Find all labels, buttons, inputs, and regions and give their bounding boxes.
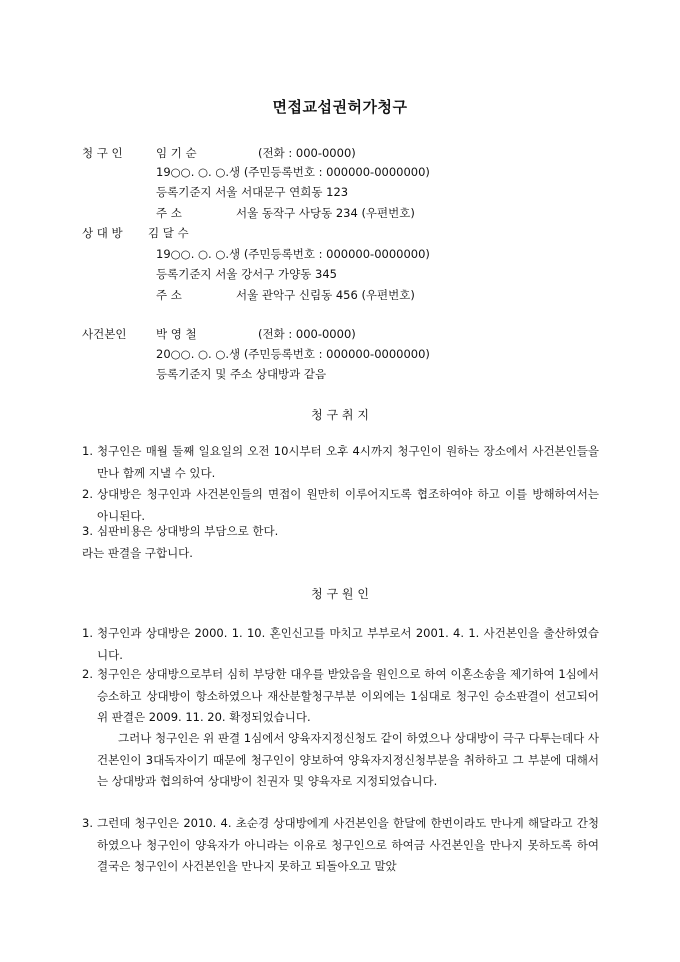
subject-phone: (전화 : 000-0000) — [258, 327, 356, 341]
purpose-item-2-number: 2. — [82, 487, 93, 501]
claim-purpose-heading: 청 구 취 지 — [311, 408, 369, 422]
cause-item-1-text: 청구인과 상대방은 2000. 1. 10. 혼인신고를 마치고 부부로서 2001. 4. 1. 사건본인을 출산하였습니다. — [97, 626, 599, 662]
respondent-address-label: 주 소 — [156, 288, 182, 302]
petitioner-birth: 19○○. ○. ○.생 (주민등록번호 : 000000-0000000) — [156, 165, 430, 179]
subject-name: 박 영 철 — [156, 327, 197, 341]
cause-item-1-number: 1. — [82, 626, 93, 640]
petitioner-address-label: 주 소 — [156, 206, 182, 220]
subject-birth: 20○○. ○. ○.생 (주민등록번호 : 000000-0000000) — [156, 347, 430, 361]
subject-label: 사건본인 — [82, 327, 127, 341]
petitioner-registry: 등록기준지 서울 서대문구 연희동 123 — [156, 185, 349, 199]
respondent-registry: 등록기준지 서울 강서구 가양동 345 — [156, 267, 337, 281]
respondent-birth: 19○○. ○. ○.생 (주민등록번호 : 000000-0000000) — [156, 247, 430, 261]
respondent-label: 상 대 방 — [82, 226, 123, 240]
purpose-item-3-text: 심판비용은 상대방의 부담으로 한다. — [97, 524, 279, 538]
claim-cause-heading: 청 구 원 인 — [311, 587, 369, 601]
respondent-address: 서울 관악구 신림동 456 (우편번호) — [236, 288, 415, 302]
petitioner-phone: (전화 : 000-0000) — [258, 146, 356, 160]
cause-item-2-number: 2. — [82, 667, 93, 681]
cause-item-3-text: 그런데 청구인은 2010. 4. 초순경 상대방에게 사건본인을 한달에 한번이라도 만나게 해달라고 간청하였으나 청구인이 양육자가 아니라는 이유로 청구인으로 하여금 사건본인을 만나지 못하도록 하여 결국은 청구인이 사건본인을 만나지 못하고 되돌아오고 말았 — [97, 816, 599, 873]
purpose-closing: 라는 판결을 구합니다. — [82, 546, 193, 560]
purpose-item-1-text: 청구인은 매월 둘째 일요일의 오전 10시부터 오후 4시까지 청구인이 원하는 장소에서 사건본인들을 만나 함께 지낼 수 있다. — [97, 444, 599, 480]
purpose-item-2-text: 상대방은 청구인과 사건본인들의 면접이 원만히 이루어지도록 협조하여야 하고 이를 방해하여서는 아니된다. — [97, 487, 599, 523]
document-title: 면접교섭권허가청구 — [272, 98, 408, 116]
purpose-item-1-number: 1. — [82, 444, 93, 458]
cause-item-2-text: 청구인은 상대방으로부터 심히 부당한 대우를 받았음을 원인으로 하여 이혼소송을 제기하여 1심에서 승소하고 상대방이 항소하였으나 재산분할청구부분 이외에는 1심대로 청구인 승소판결이 선고되어 위 판결은 2009. 11. 20. 확정되었습니다. — [97, 667, 599, 724]
purpose-item-3-number: 3. — [82, 524, 93, 538]
cause-item-3-number: 3. — [82, 816, 93, 830]
petitioner-address: 서울 동작구 사당동 234 (우편번호) — [236, 206, 415, 220]
cause-item-2-continuation: 그러나 청구인은 위 판결 1심에서 양육자지정신청도 같이 하였으나 상대방이 극구 다투는데다 사건본인이 3대독자이기 때문에 청구인이 양보하여 양육자지정신청부분을 취하하고 그 부분에 대해서는 상대방과 협의하여 상대방이 친권자 및 양육자로 지정되었습니다. — [97, 731, 599, 788]
respondent-name: 김 달 수 — [148, 226, 189, 240]
subject-registry: 등록기준지 및 주소 상대방과 같음 — [156, 367, 327, 381]
petitioner-name: 임 기 순 — [156, 146, 197, 160]
petitioner-label: 청 구 인 — [82, 146, 123, 160]
